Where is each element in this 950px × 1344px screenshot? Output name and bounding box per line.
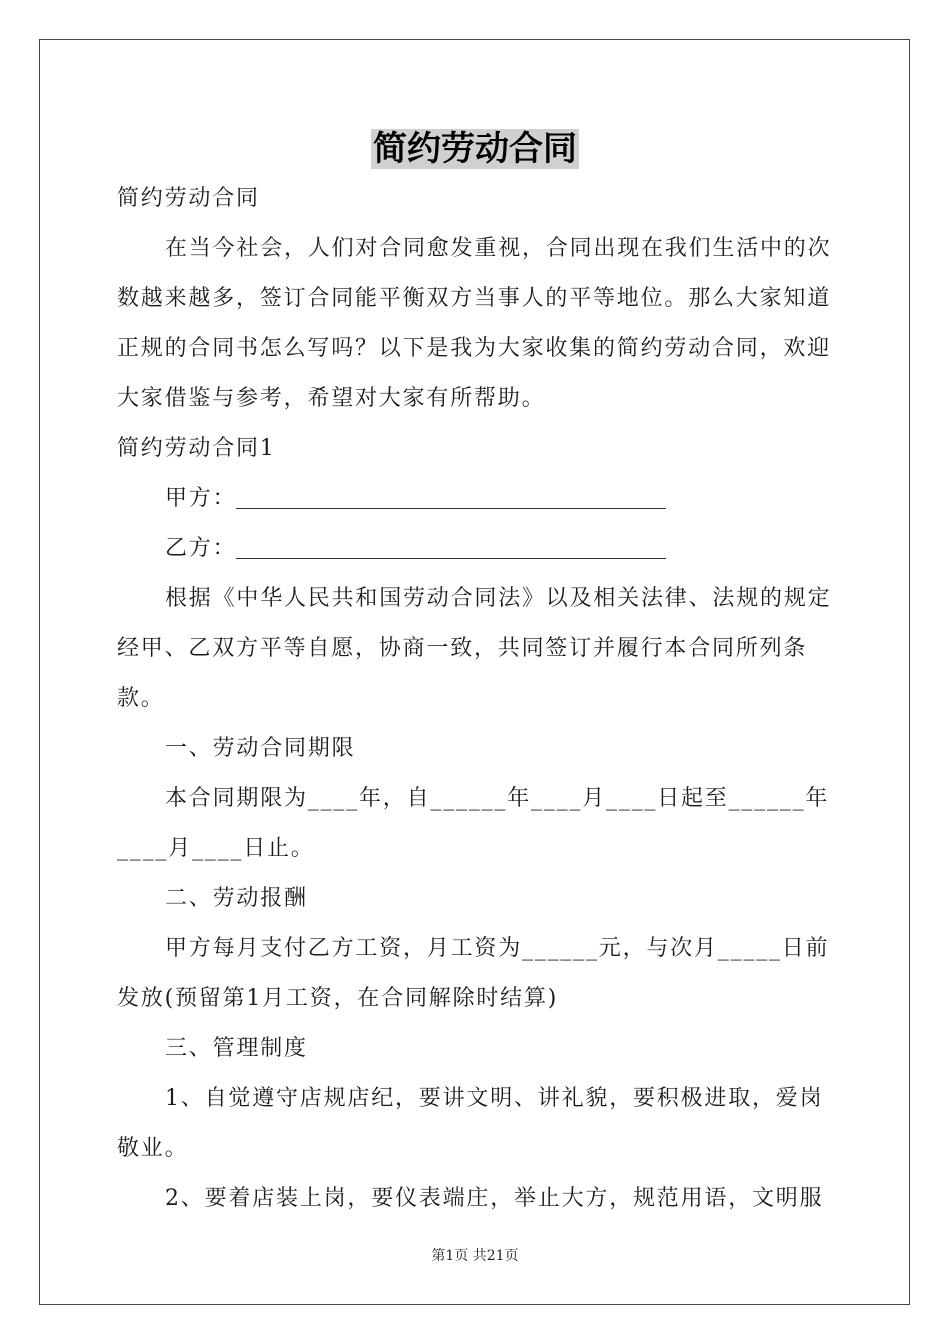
document-body — [117, 174, 837, 1224]
clause-basis: 根据《中华人民共和国劳动合同法》以及相关法律、法规的规定经甲、乙双方平等自愿，协商一致，共同签订并履行本合同所列条款。 — [117, 586, 832, 711]
party-a-label: 甲方： — [165, 486, 237, 511]
clause-management-1: 1、自觉遵守店规店纪，要讲文明、讲礼貌，要积极进取，爱岗敬业。 — [117, 1086, 824, 1161]
party-b-blank — [236, 536, 666, 559]
party-a-line — [117, 474, 837, 524]
contract-heading: 简约劳动合同1 — [117, 436, 276, 461]
clause-term: 本合同期限为____年，自______年____月____日起至______年____月____日止。 — [117, 786, 830, 861]
section-management-heading: 三、管理制度 — [165, 1036, 308, 1061]
intro-paragraph: 在当今社会，人们对合同愈发重视，合同出现在我们生活中的次数越来越多，签订合同能平衡双方当事人的平等地位。那么大家知道正规的合同书怎么写吗？以下是我为大家收集的简约劳动合同，欢迎大家借鉴与参考，希望对大家有所帮助。 — [117, 236, 832, 411]
section-term-heading: 一、劳动合同期限 — [165, 736, 356, 761]
clause-management-2: 2、要着店装上岗，要仪表端庄，举止大方，规范用语，文明服 — [165, 1186, 824, 1211]
clause-pay: 甲方每月支付乙方工资，月工资为______元，与次月_____日前发放(预留第1月工资，在合同解除时结算) — [117, 936, 830, 1011]
party-b-line — [117, 524, 837, 574]
page-footer: 第1页 共21页 — [431, 1248, 519, 1264]
document-title — [0, 124, 950, 174]
party-a-blank — [236, 486, 666, 509]
party-b-label: 乙方： — [165, 536, 237, 561]
document-title-text: 简约劳动合同 — [373, 129, 577, 169]
section-pay-heading: 二、劳动报酬 — [165, 886, 308, 911]
subtitle: 简约劳动合同 — [117, 186, 260, 211]
